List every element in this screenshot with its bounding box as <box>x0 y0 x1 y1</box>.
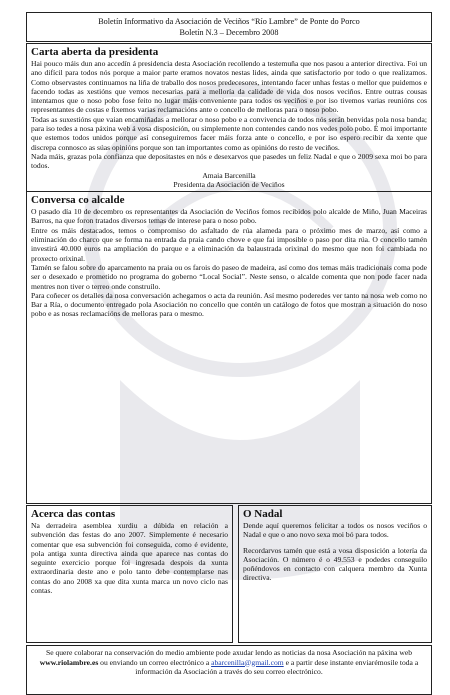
header-title: Boletín Informativo da Asociación de Veciños “Río Lambre” de Ponte do Porco <box>98 17 360 26</box>
conversa-section <box>27 192 431 319</box>
main-article-box <box>26 43 432 504</box>
carta-title: Carta aberta da presidenta <box>31 46 159 58</box>
nadal-section <box>238 505 432 643</box>
header-issue: Boletín N.3 – Decembro 2008 <box>179 28 279 37</box>
conversa-title: Conversa co alcalde <box>31 194 125 207</box>
acerca-paragraph: Na derradeira asemblea xurdiu a dúbida en relación a subvención das festas do ano 2007. Simplemente é necesario comentar que esa subvención foi conseguida, como é evidente, pola antiga xunta directiva ainda que aparece nas contas do seguinte exercicio porque foi ingresada despois da xunta extraordinaria deste ano e polo tanto debe contemplarse nas contas do ano 2008 xa que dita xunta marca un novo ciclo nas contas. <box>31 521 228 596</box>
footer-text-1: Se quere colaborar na conservación do medio ambiente pode axudar lendo as noticias da nosa Asociación na páxina web <box>45 648 413 657</box>
carta-section <box>27 44 431 192</box>
footer-box <box>26 645 432 695</box>
website-link[interactable]: www.riolambre.es <box>39 657 99 667</box>
email-link[interactable]: abarcenilla@gmail.com <box>211 657 284 667</box>
carta-paragraph-2: Todas as suxestións que vaian encamiñadas a mellorar o noso pobo e a convivencia de todos nós serán benvidas pola nosa banda; para iso tedes a nosa páxina web á vosa disposición, ou simplemente non contendes cando nos vedes polo pobo. É moi importante que estemos todos unidos porque así conseguiremos facer máis forza ante o concello, e por iso espero recibir da xente que discrepa connosco as súas opinións porque son tan importantes como as opinións do resto de veciños. <box>31 114 427 152</box>
conversa-paragraph-1: O pasado día 10 de decembro os representantes da Asociación de Veciños fomos recibidos polo alcalde de Miño, Juan Maceiras Barros, na que foron tratados diversos temas de interese para o noso pobo. <box>31 207 427 226</box>
conversa-paragraph-4: Para coñecer os detalles da nosa conversación achegamos o acta da reunión. Así mesmo poderedes ver tanto na nosa web como no Bar a Ría, o documento entregado pola Asociación no concello que contén un catálogo de fotos que mostran a situación do noso pobo e as nosas reclamacións de melloras para o mesmo. <box>31 290 428 319</box>
signature-name: Amaia Barcenilla <box>202 170 256 180</box>
nadal-paragraph-1: Dende aquí queremos felicitar a todos os nosos veciños o Nadal e que o ano novo sexa moi bó para todos. <box>243 521 427 540</box>
footer-text-2: ou enviando un correo electrónico a <box>98 657 212 667</box>
nadal-paragraph-2: Recordarvos tamén que está a vosa disposición a lotería da Asociación. O número é o 49.553 e podedes conseguilo poñéndovos en contacto con calquera membro da Xunta directiva. <box>243 545 427 583</box>
newsletter-header <box>26 12 432 42</box>
signature-role: Presidenta da Asociación de Veciños <box>173 179 285 189</box>
acerca-title: Acerca das contas <box>31 508 116 520</box>
conversa-paragraph-2: Entre os máis destacados, temos o compromiso do asfaltado de rúa alameda para o próximo mes de marzo, así como a eliminación do charco que se forma na entrada da praia cando chove e que fai imposible o paso por dita rúa. O concello tamén investirá 40.000 euros na ampliación do parque e a eliminación da balaustrada orixinal do mesmo que non foi cambiada no proxecto orixinal. <box>31 225 427 263</box>
carta-paragraph-3: Nada máis, grazas pola confianza que depositastes en nós e desexarvos que pasedes un feliz Nadal e que o 2009 sexa moi bo para todos. <box>31 151 427 171</box>
nadal-title: O Nadal <box>243 508 283 520</box>
conversa-paragraph-3: Tamén se falou sobre do aparcamento na praia ou os farois do paseo de madeira, así como dos temas máis tradicionais coma pode ser o desexado e prometido no programa do goberno “Local Social”. Neste senso, o alcalde comenta que non pode facer nada mentres non tiver o terreo onde construílo. <box>31 262 427 291</box>
acerca-section <box>26 505 233 643</box>
footer-text-3: e a partir dese instante enviarémosile toda a información da Asociación a través do seu correo electrónico. <box>135 657 419 676</box>
carta-paragraph-1: Hai pouco máis dun ano accedín á presidencia desta Asociación recollendo a testemuña que nos pasou a anterior directiva. Foi un ano difícil para todos nós porque a maior parte eramos novatos nestas lides, ainda que satisfactorio por todo o que realizamos. Como observastes continuamos na liña de traballo dos nosos predecesores, intentando facer unhas festas o mellor que puidemos e facendo todas as xestións que vemos necesarias para a melloría da calidade de vida dos nosos veciños. Entre outras cousas intentamos que o noso pobo fose feito no lugar máis conveniente para todos os veciños e por iso tivemos varias reunións cos representantes de costas e fixemos varias reclamacións ante o concello de melloras para o noso pobo. <box>31 59 427 115</box>
